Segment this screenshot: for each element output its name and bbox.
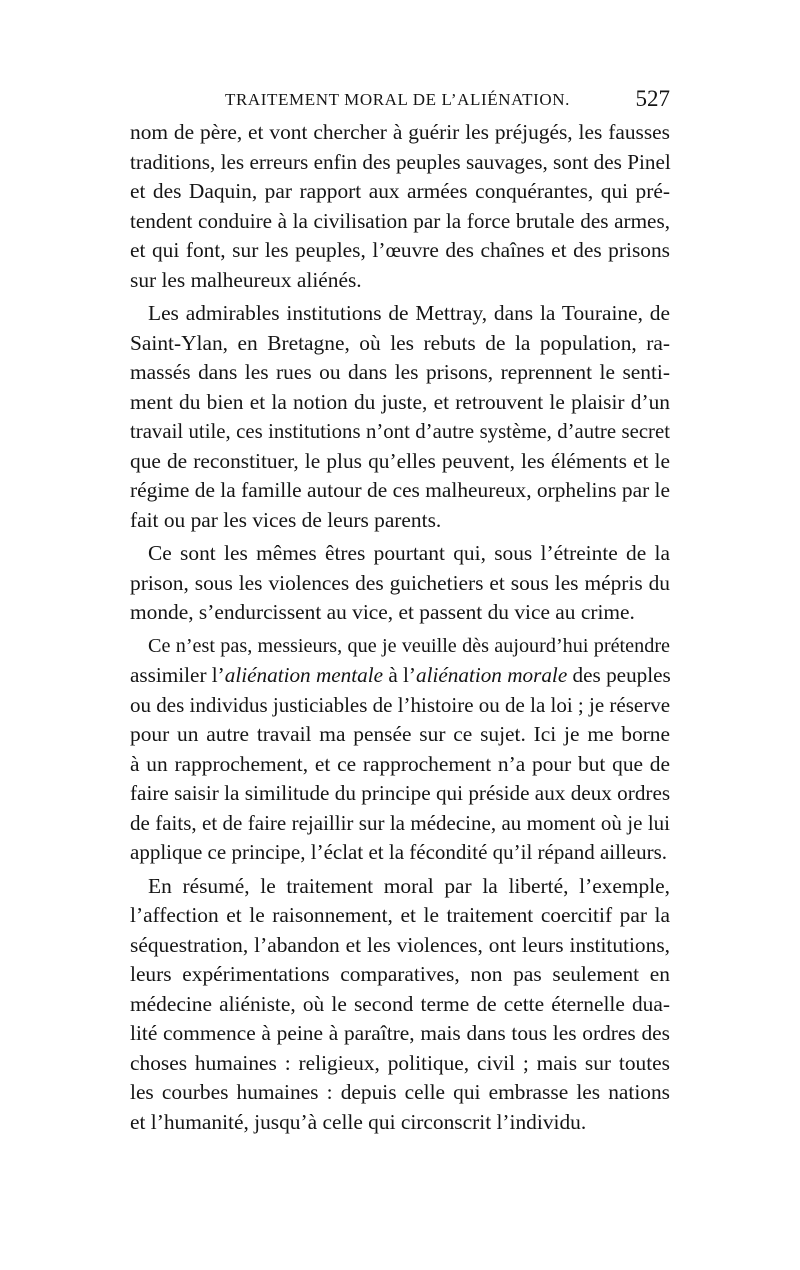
text-line: nom de père, et vont chercher à guérir les préjugés, les fausses (130, 120, 670, 144)
text-line: et l’humanité, jusqu’à celle qui circonscrit l’individu. (130, 1109, 587, 1134)
text-line: séquestration, l’abandon et les violences, ont leurs institutions, (130, 932, 670, 957)
text-line: lité commence à peine à paraître, mais dans tous les ordres des (130, 1021, 670, 1045)
text-line: fait ou par les vices de leurs parents. (130, 507, 442, 532)
paragraph-5 (130, 872, 670, 1138)
text-line: sur les malheureux aliénés. (130, 267, 362, 292)
text-line: à un rapprochement, et ce rapprochement n’a pour but que de (130, 751, 670, 776)
italic-term-mental: aliénation mentale (224, 663, 384, 687)
text-line: traditions, les erreurs enfin des peuples sauvages, sont des Pinel (130, 149, 671, 174)
paragraph-2 (130, 299, 670, 535)
text-line: les courbes humaines : depuis celle qui embrasse les nations (130, 1080, 670, 1104)
text-line: ou des individus justiciables de l’histoire ou de la loi ; je réserve (130, 692, 671, 717)
paragraph-3 (130, 539, 670, 628)
text-line: prison, sous les violences des guichetiers et sous les mépris du (130, 570, 670, 595)
text-line: En résumé, le traitement moral par la liberté, l’exemple, (148, 873, 670, 898)
text-line: médecine aliéniste, où le second terme de cette éternelle dua- (130, 991, 670, 1016)
text-line: choses humaines : religieux, politique, civil ; mais sur toutes (130, 1050, 670, 1075)
text-run: à l’ (383, 663, 416, 687)
body-text (130, 118, 670, 1137)
text-line: travail utile, ces institutions n’ont d’autre système, d’autre secret (130, 420, 670, 443)
book-page (130, 86, 670, 1137)
text-line: de faits, et de faire rejaillir sur la médecine, au moment où je lui (130, 810, 670, 835)
text-line: tendent conduire à la civilisation par la force brutale des armes, (130, 208, 670, 233)
text-line: l’affection et le raisonnement, et le traitement coercitif par la (130, 903, 670, 927)
paragraph-4 (130, 632, 670, 868)
text-run: assimiler l’ (130, 663, 225, 687)
paragraph-1 (130, 118, 670, 295)
text-line: massés dans les rues ou dans les prisons, reprennent le senti- (130, 360, 670, 384)
text-line: pour un autre travail ma pensée sur ce sujet. Ici je me borne (130, 722, 670, 746)
text-line: et des Daquin, par rapport aux armées conquérantes, qui pré- (130, 179, 670, 203)
text-line: Ce sont les mêmes êtres pourtant qui, sous l’étreinte de la (148, 541, 670, 565)
text-line-with-italics (130, 661, 670, 691)
text-line: faire saisir la similitude du principe qui préside aux deux ordres (130, 781, 671, 805)
text-line: monde, s’endurcissent au vice, et passent du vice au crime. (130, 600, 635, 624)
text-line: Les admirables institutions de Mettray, dans la Touraine, de (148, 301, 670, 325)
text-run: des peuples (567, 663, 671, 687)
text-line: leurs expérimentations comparatives, non pas seulement en (130, 962, 670, 986)
text-line: ment du bien et la notion du juste, et retrouvent le plaisir d’un (130, 389, 670, 414)
running-title: TRAITEMENT MORAL DE L’ALIÉNATION. (225, 90, 570, 109)
running-header (130, 86, 670, 118)
text-line: régime de la famille autour de ces malheureux, orphelins par le (130, 478, 670, 502)
text-line: applique ce principe, l’éclat et la fécondité qu’il répand ailleurs. (130, 840, 668, 864)
page-number: 527 (635, 86, 670, 111)
text-line: Ce n’est pas, messieurs, que je veuille dès aujourd’hui prétendre (148, 634, 670, 657)
text-line: et qui font, sur les peuples, l’œuvre des chaînes et des prisons (130, 238, 670, 262)
text-line: Saint-Ylan, en Bretagne, où les rebuts de la population, ra- (130, 330, 670, 355)
text-line: que de reconstituer, le plus qu’elles peuvent, les éléments et le (130, 448, 670, 473)
italic-term-moral: aliénation morale (415, 663, 568, 687)
